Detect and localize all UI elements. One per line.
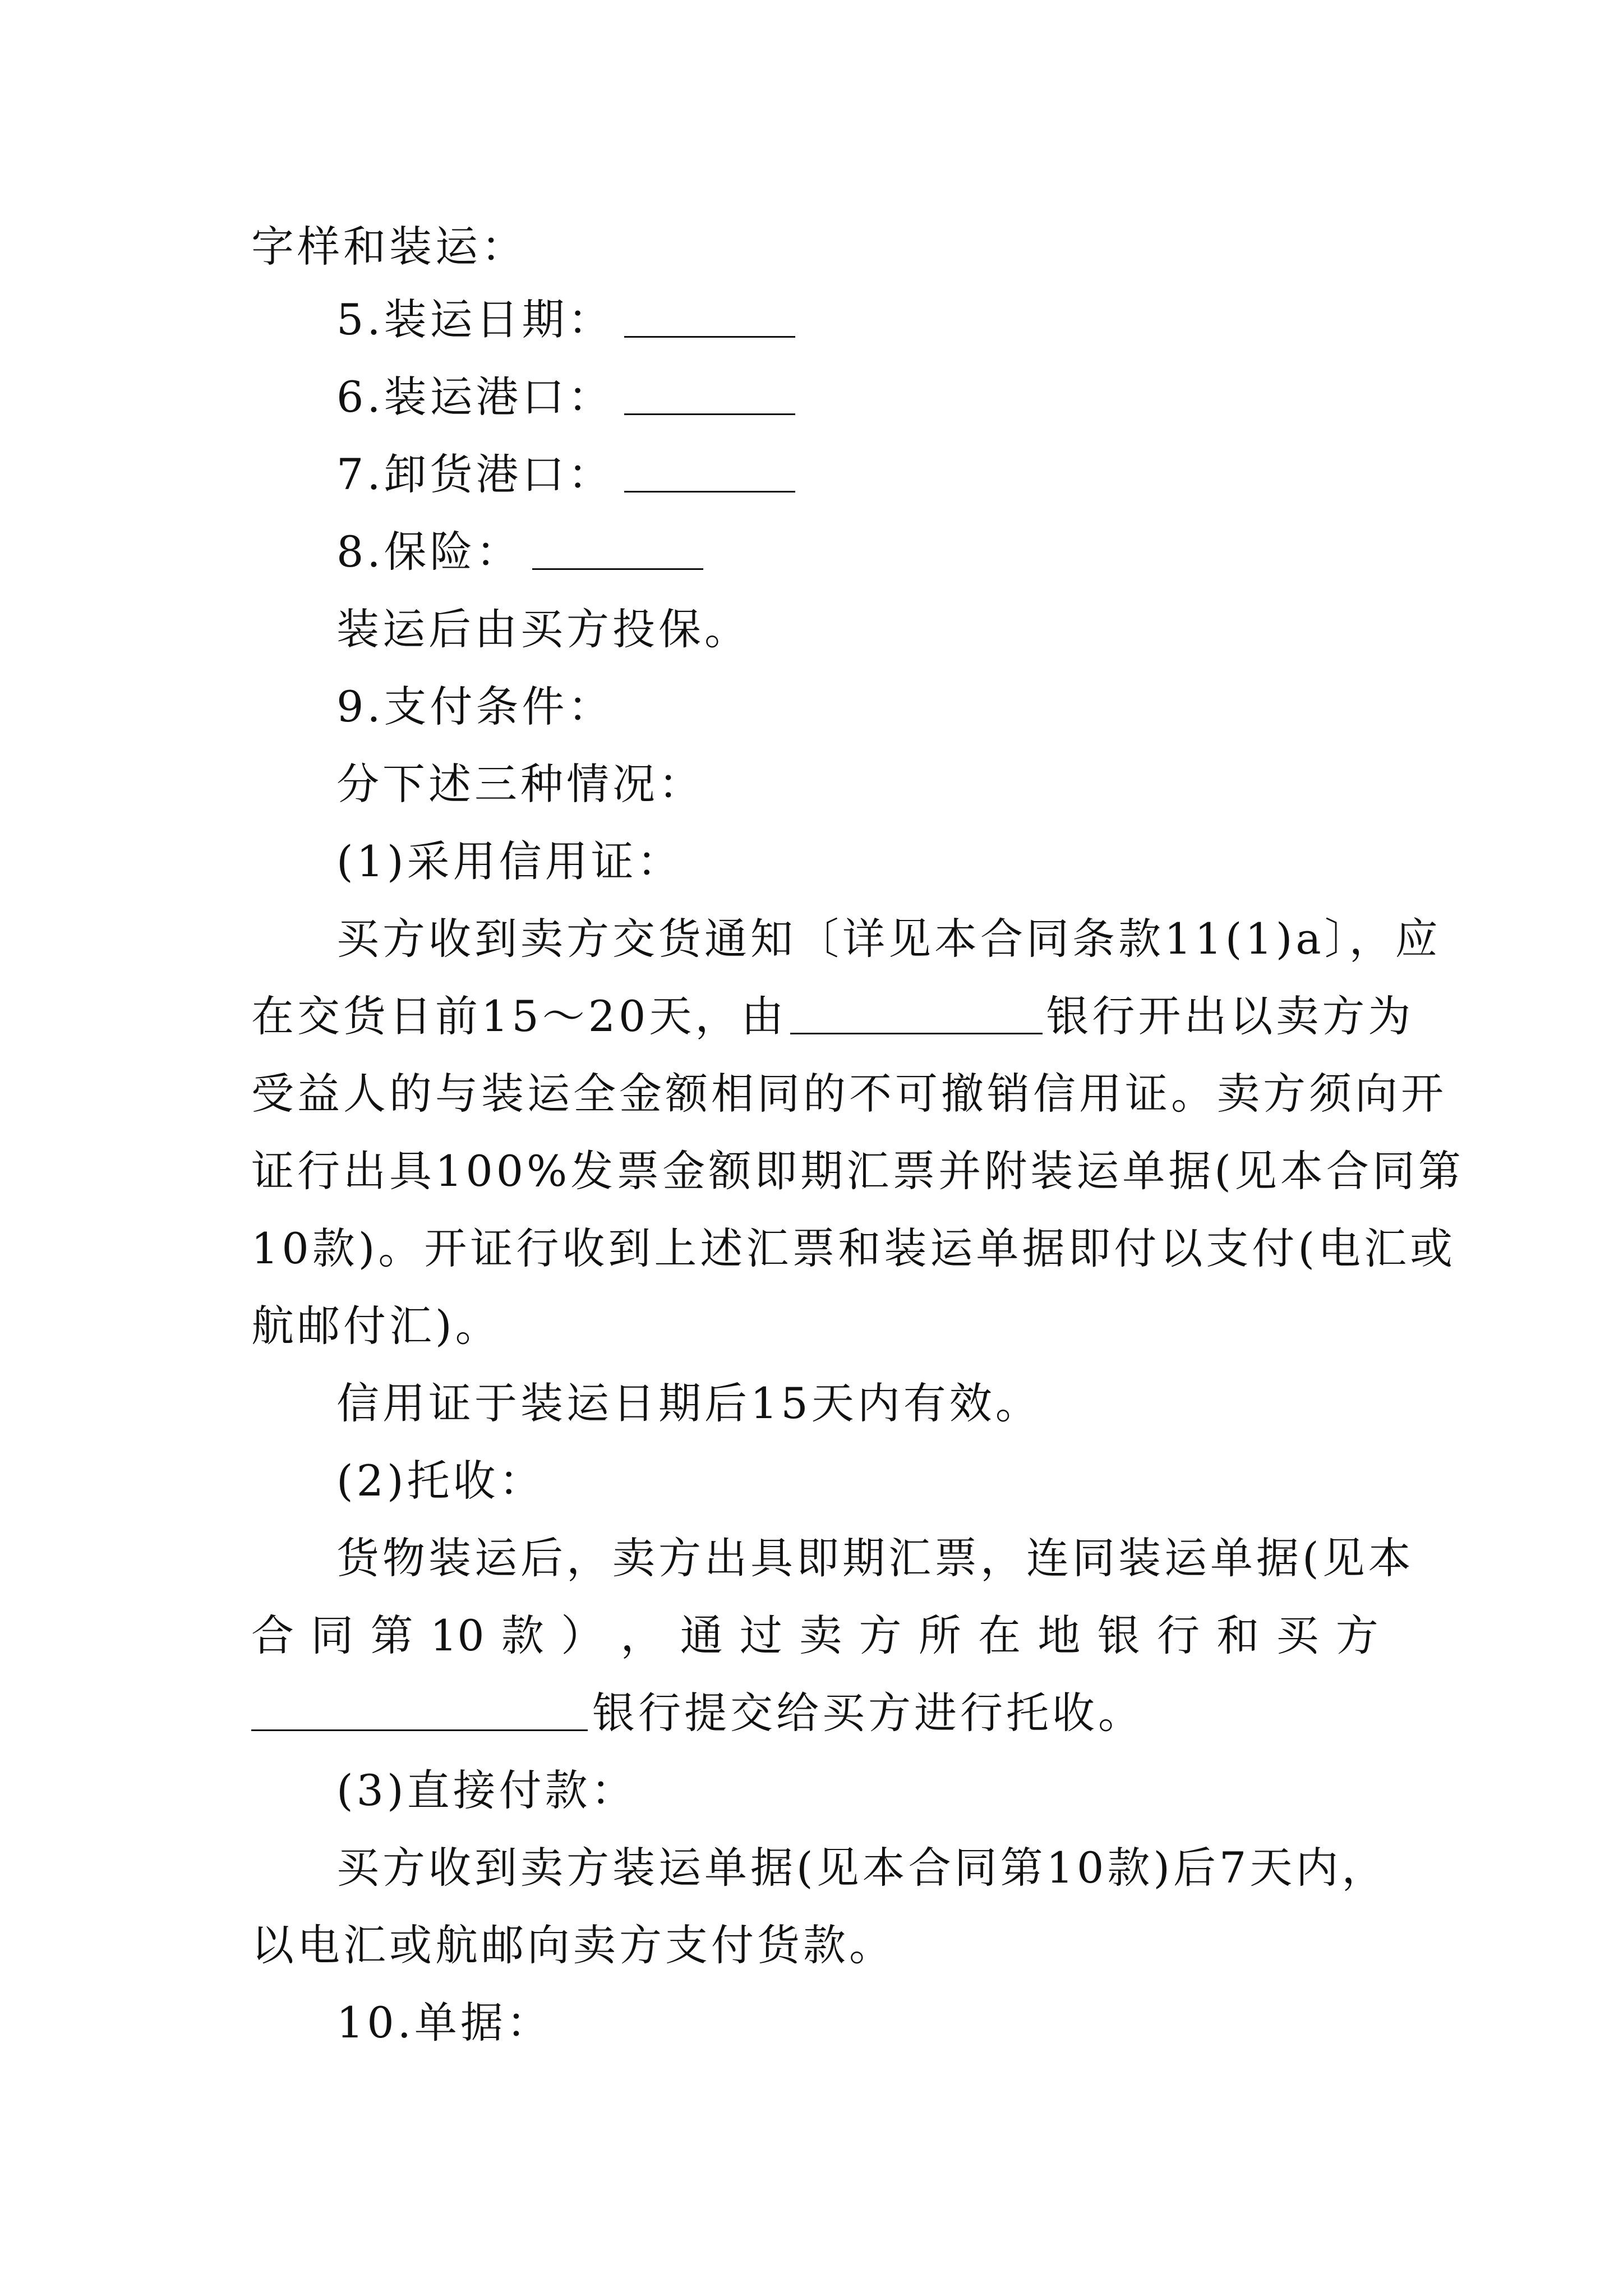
- char: 地: [1038, 1611, 1081, 1660]
- issuing-bank-line: [251, 990, 1414, 1043]
- subsection-heading: (2)托收：: [336, 1456, 545, 1506]
- unloading-port-label: 7.卸货港口：: [336, 449, 614, 499]
- insurance-blank: [532, 529, 703, 570]
- shipment-date-label: 5.装运日期：: [336, 295, 614, 344]
- shipment-date-line: [336, 293, 795, 347]
- char: ，: [620, 1611, 663, 1660]
- char: 卖: [799, 1611, 842, 1660]
- insurance-line: [336, 525, 703, 579]
- loading-port-blank: [624, 374, 795, 415]
- paragraph-text: 银行开出以卖方为: [1046, 991, 1414, 1041]
- paragraph-line: 以电汇或航邮向卖方支付货款。: [251, 1920, 895, 1970]
- paragraph-line: 买方收到卖方交货通知〔详见本合同条款11(1)a〕，应: [336, 914, 1441, 964]
- char: 10: [430, 1611, 485, 1660]
- char: 合: [251, 1611, 294, 1660]
- subsection-heading: (3)直接付款：: [336, 1765, 637, 1815]
- paragraph-line: 字样和装运：: [251, 222, 527, 272]
- section-heading: 9.支付条件：: [336, 682, 614, 731]
- justified-line: [251, 1609, 1378, 1663]
- char: 买: [1276, 1611, 1319, 1660]
- section-heading: 10.单据：: [336, 1998, 552, 2047]
- collecting-bank-line: [251, 1686, 1144, 1740]
- collecting-bank-blank: [251, 1690, 588, 1731]
- paragraph-line: 买方收到卖方装运单据(见本合同第10款)后7天内，: [336, 1843, 1388, 1893]
- shipment-date-blank: [624, 297, 795, 338]
- char: 过: [739, 1611, 782, 1660]
- loading-port-label: 6.装运港口：: [336, 372, 614, 422]
- paragraph-text: 在交货日前15～20天，由: [251, 991, 787, 1041]
- char: 银: [1097, 1611, 1140, 1660]
- char: 行: [1156, 1611, 1200, 1660]
- char: 同: [311, 1611, 354, 1660]
- char: ）: [561, 1611, 604, 1660]
- issuing-bank-blank: [790, 993, 1043, 1034]
- paragraph-line: 证行出具100%发票金额即期汇票并附装运单据(见本合同第: [251, 1146, 1464, 1196]
- char: 第: [370, 1611, 413, 1660]
- paragraph-line: 受益人的与装运全金额相同的不可撤销信用证。卖方须向开: [251, 1069, 1447, 1119]
- paragraph-line: 分下述三种情况：: [336, 759, 704, 809]
- char: 和: [1216, 1611, 1260, 1660]
- paragraph-line: 信用证于装运日期后15天内有效。: [336, 1378, 1041, 1428]
- char: 方: [1335, 1611, 1378, 1660]
- char: 在: [978, 1611, 1021, 1660]
- paragraph-line: 10款)。开证行收到上述汇票和装运单据即付以支付(电汇或: [251, 1223, 1456, 1273]
- paragraph-line: 航邮付汇)。: [251, 1301, 501, 1351]
- char: 方: [859, 1611, 902, 1660]
- loading-port-line: [336, 370, 795, 424]
- paragraph-text: 银行提交给买方进行托收。: [592, 1688, 1144, 1738]
- char: 所: [918, 1611, 961, 1660]
- paragraph-line: 货物装运后，卖方出具即期汇票，连同装运单据(见本: [336, 1533, 1414, 1583]
- paragraph-line: 装运后由买方投保。: [336, 604, 750, 654]
- subsection-heading: (1)采用信用证：: [336, 836, 683, 886]
- insurance-label: 8.保险：: [336, 527, 522, 577]
- unloading-port-blank: [624, 452, 795, 493]
- char: 款: [501, 1611, 544, 1660]
- char: 通: [680, 1611, 723, 1660]
- unloading-port-line: [336, 448, 795, 501]
